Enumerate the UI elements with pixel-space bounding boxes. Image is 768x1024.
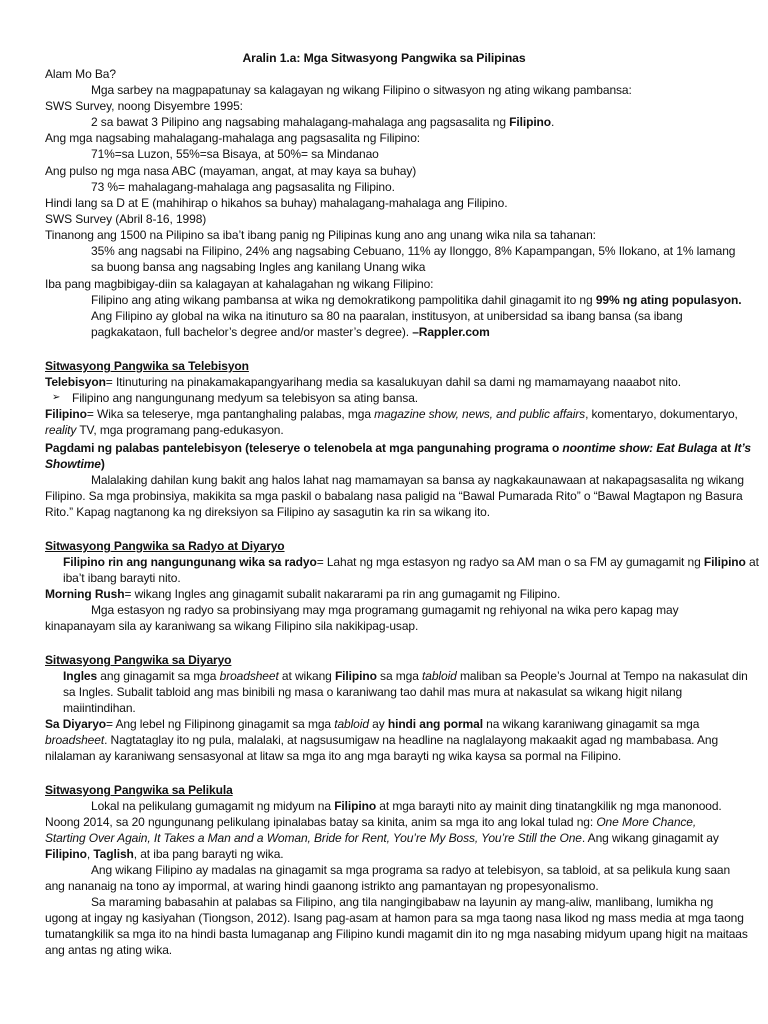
paragraph-line: ugong at ingay ng kasiyahan (Tiongson, 2012). Isang pag-asam at hamon para sa mga taong nasa likod ng mass media at mga taong bbox=[45, 911, 744, 925]
paragraph-line: sa buong bansa ang nagsabing Ingles ang kanilang Unang wika bbox=[91, 260, 426, 274]
paragraph-line: 35% ang nagsabi na Filipino, 24% ang nagsabing Cebuano, 11% ay Ilonggo, 8% Kapampangan, 5% Ilokano, at 1% lamang bbox=[91, 244, 736, 258]
paragraph-line: Filipino rin ang nangungunang wika sa radyo= Lahat ng mga estasyon ng radyo sa AM man o sa FM ay gumagamit ng Filipino at bbox=[63, 555, 759, 569]
bullet-line: ➢ Filipino ang nangungunang medyum sa telebisyon sa ating bansa. bbox=[52, 391, 419, 405]
paragraph-line: Noong 2014, sa 20 ngungunang pelikulang ipinalabas batay sa kinita, anim sa mga ito ang lokal tulad ng: One More Chance, bbox=[45, 815, 697, 829]
paragraph-line: Mga estasyon ng radyo sa probinsiyang may mga programang gumagamit ng rehiyonal na wika pero kapag may bbox=[91, 603, 679, 617]
paragraph-line: Malalaking dahilan kung bakit ang halos lahat nag mamamayan sa bansa ay nagkakaunawaan at nakapagsasalita ng wikang bbox=[91, 473, 744, 487]
paragraph-line: tumatangkilik sa mga ito na hindi basta lumaganap ang Filipino kundi magamit din ito ng mga nasabing midyum upang higit na maitaas bbox=[45, 927, 748, 941]
paragraph-line: Ang pulso ng mga nasa ABC (mayaman, angat, at may kaya sa buhay) bbox=[45, 164, 417, 178]
section-heading-telebisyon: Sitwasyong Pangwika sa Telebisyon bbox=[45, 359, 249, 373]
paragraph-line: iba’t ibang barayti nito. bbox=[63, 571, 181, 585]
paragraph-line: Filipino. Sa mga probinsiya, makikita sa mga paskil o babalang nasa paligid na “Bawal Pumarada Rito” o “Bawal Magtapon ng Basura bbox=[45, 489, 743, 503]
paragraph-line: ang antas ng ating wika. bbox=[45, 943, 173, 957]
paragraph-line: 73 %= mahalagang-mahalaga ang pagsasalita ng Filipino. bbox=[91, 180, 395, 194]
section-heading-diyaryo: Sitwasyong Pangwika sa Diyaryo bbox=[45, 653, 232, 667]
paragraph-line: ang nananaig na tono ay impormal, at waring hindi gaanong istrikto ang pamantayan ng propesyonalismo. bbox=[45, 879, 599, 893]
page-title: Aralin 1.a: Mga Sitwasyong Pangwika sa Pilipinas bbox=[242, 51, 526, 65]
paragraph-line: Filipino= Wika sa teleserye, mga pantanghaling palabas, mga magazine show, news, and public affairs, komentaryo, dokumentaryo, bbox=[45, 407, 738, 421]
paragraph-line: Lokal na pelikulang gumagamit ng midyum na Filipino at mga barayti nito ay mainit ding tinatangkilik ng mga manonood. bbox=[91, 799, 722, 813]
source-credit: –Rappler.com bbox=[412, 325, 490, 339]
paragraph-line: reality TV, mga programang pang-edukasyon. bbox=[45, 423, 284, 437]
paragraph-line: Iba pang magbibigay-diin sa kalagayan at kahalagahan ng wikang Filipino: bbox=[45, 277, 434, 291]
paragraph-line: 71%=sa Luzon, 55%=sa Bisaya, at 50%= sa Mindanao bbox=[91, 147, 379, 161]
paragraph-line: Starting Over Again, It Takes a Man and a Woman, Bride for Rent, You’re My Boss, You’re Still the One. Ang wikang ginagamit ay bbox=[45, 831, 719, 845]
arrow-bullet-icon: ➢ bbox=[52, 392, 61, 403]
paragraph-line: SWS Survey, noong Disyembre 1995: bbox=[45, 99, 243, 113]
paragraph-line: Sa Diyaryo= Ang lebel ng Filipinong ginagamit sa mga tabloid ay hindi ang pormal na wikang karaniwang ginagamit sa mga bbox=[45, 717, 700, 731]
paragraph-line: pagkakataon, full bachelor’s degree and/or master’s degree). –Rappler.com bbox=[91, 325, 490, 339]
paragraph-line: Filipino ang ating wikang pambansa at wika ng demokratikong pampolitika dahil ginagamit ito ng 99% ng ating populasyon. bbox=[91, 293, 742, 307]
paragraph-line: Rito.” Kapag nagtanong ka ng direksiyon sa Filipino ay sasagutin ka rin sa wikang ito. bbox=[45, 505, 490, 519]
paragraph-line: kinapanayam sila ay karaniwang sa wikang Filipino sila nakikipag-usap. bbox=[45, 619, 419, 633]
paragraph-line: Ingles ang ginagamit sa mga broadsheet at wikang Filipino sa mga tabloid maliban sa People’s Journal at Tempo na nakasulat din bbox=[63, 669, 748, 683]
paragraph-line: Telebisyon= Itinuturing na pinakamakapangyarihang media sa kasalukuyan dahil sa dami ng mamamayang naaabot nito. bbox=[45, 375, 681, 389]
paragraph-line: Pagdami ng palabas pantelebisyon (teleserye o telenobela at mga pangunahing programa o noontime show: Eat Bulaga at It’s bbox=[45, 441, 751, 455]
paragraph-line: Filipino, Taglish, at iba pang barayti ng wika. bbox=[45, 847, 284, 861]
paragraph-line: sa Ingles. Subalit tabloid ang mas binibili ng masa o karaniwang tao dahil mas mura at nakasulat sa wikang higit nilang bbox=[63, 685, 683, 699]
alam-mo-ba-label: Alam Mo Ba? bbox=[45, 67, 116, 81]
paragraph-line: broadsheet. Nagtataglay ito ng pula, malalaki, at nagsusumigaw na headline na naglalayong makaakit agad ng mambabasa. Ang bbox=[45, 733, 719, 747]
paragraph-line: maiintindihan. bbox=[63, 701, 136, 715]
paragraph-line: Morning Rush= wikang Ingles ang ginagamit subalit nakararami pa rin ang gumagamit ng Filipino. bbox=[45, 587, 561, 601]
paragraph-line: Showtime) bbox=[45, 457, 105, 471]
paragraph-line: Ang Filipino ay global na wika na itinuturo sa 80 na paaralan, institusyon, at unibersidad sa ibang bansa (sa ibang bbox=[91, 309, 683, 323]
paragraph-line: Hindi lang sa D at E (mahihirap o hikahos sa buhay) mahalagang-mahalaga ang Filipino. bbox=[45, 196, 508, 210]
paragraph-line: Mga sarbey na magpapatunay sa kalagayan ng wikang Filipino o sitwasyon ng ating wikang pambansa: bbox=[91, 83, 632, 97]
paragraph-line: 2 sa bawat 3 Pilipino ang nagsabing mahalagang-mahalaga ang pagsasalita ng Filipino. bbox=[91, 115, 555, 129]
paragraph-line: Sa maraming babasahin at palabas sa Filipino, ang tila nangingibabaw na layunin ay mang-aliw, manlibang, lumikha ng bbox=[91, 895, 714, 909]
paragraph-line: Ang wikang Filipino ay madalas na ginagamit sa mga programa sa radyo at telebisyon, sa tabloid, at sa pelikula kung saan bbox=[91, 863, 731, 877]
paragraph-line: nilalaman ay karaniwang sensasyonal at litaw sa mga ito ang mga barayti ng wika kaysa sa pormal na Filipino. bbox=[45, 749, 622, 763]
paragraph-line: SWS Survey (Abril 8-16, 1998) bbox=[45, 212, 207, 226]
section-heading-radyo: Sitwasyong Pangwika sa Radyo at Diyaryo bbox=[45, 539, 285, 553]
paragraph-line: Ang mga nagsabing mahalagang-mahalaga ang pagsasalita ng Filipino: bbox=[45, 131, 420, 145]
section-heading-pelikula: Sitwasyong Pangwika sa Pelikula bbox=[45, 783, 233, 797]
paragraph-line: Tinanong ang 1500 na Pilipino sa iba’t ibang panig ng Pilipinas kung ano ang unang wika nila sa tahanan: bbox=[45, 228, 596, 242]
